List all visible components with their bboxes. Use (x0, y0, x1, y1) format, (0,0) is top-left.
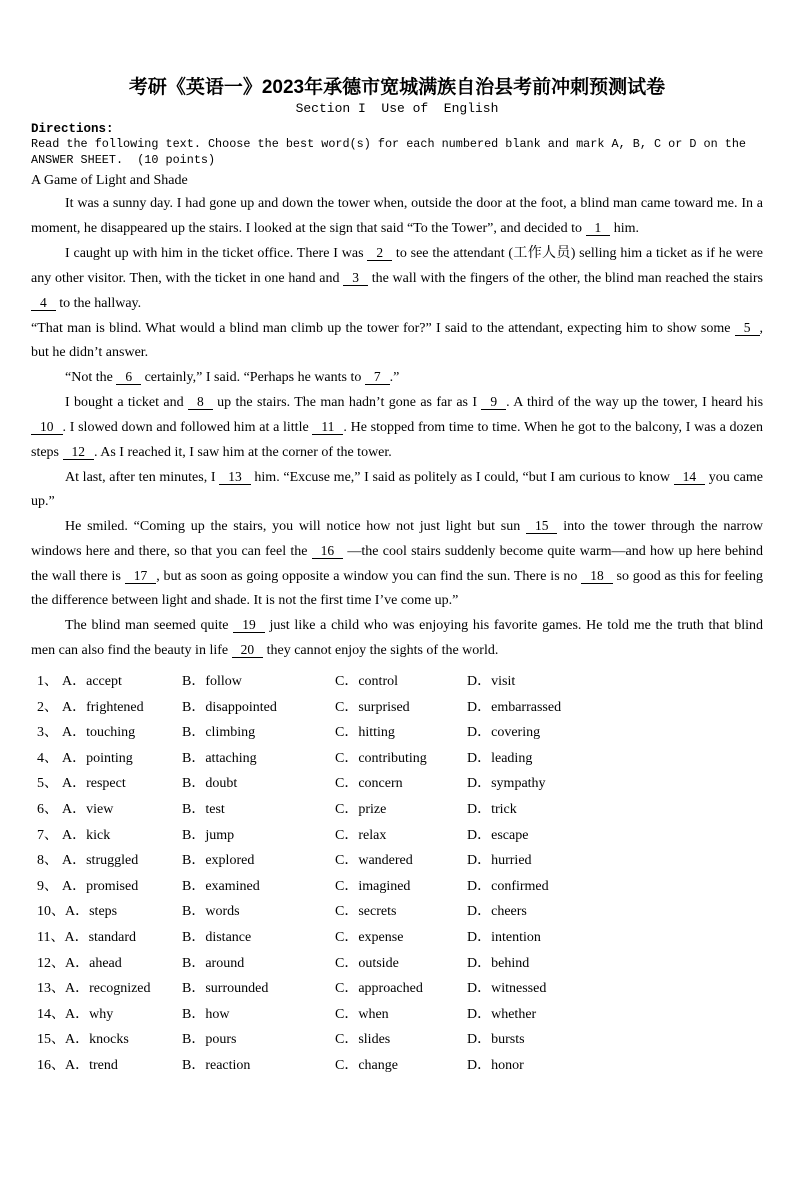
question-number: 7、 (37, 827, 58, 843)
cloze-blank-8: 8 (188, 394, 213, 410)
option-choice-b: B．reaction (182, 1057, 251, 1073)
option-row (31, 1027, 763, 1053)
option-choice-c: C．expense (335, 929, 404, 945)
question-number: 12、 (37, 955, 65, 971)
question-number: 11、 (37, 929, 65, 945)
options-list (31, 669, 763, 1079)
option-choice-c: C．slides (335, 1032, 391, 1048)
cloze-blank-1: 1 (586, 220, 611, 236)
option-choice-b: B．attaching (182, 750, 257, 766)
option-choice-a: A．kick (62, 827, 111, 843)
option-choice-a: A．steps (65, 904, 118, 920)
question-number: 5、 (37, 776, 58, 792)
option-choice-d: D．behind (467, 955, 530, 971)
question-number: 10、 (37, 904, 65, 920)
cloze-blank-9: 9 (481, 394, 506, 410)
option-choice-b: B．around (182, 955, 245, 971)
question-number: 6、 (37, 801, 58, 817)
option-choice-c: C．change (335, 1057, 398, 1073)
cloze-blank-7: 7 (365, 369, 390, 385)
option-row (31, 874, 763, 900)
passage-paragraph: He smiled. “Coming up the stairs, you will notice how not just light but sun 15 into the tower through the narrow windows here and there, so that you can feel the 16 —the cool stairs suddenly become quite warm—and how up here behind the wall there is 17 , but as soon as going opposite a window you can find the sun. There is no 18 so good as this for feeling the difference between light and shade. It is not the first time I’ve come up.” (31, 518, 764, 608)
question-number: 14、 (37, 1006, 65, 1022)
option-choice-d: D．hurried (467, 853, 532, 869)
question-number: 8、 (37, 853, 58, 869)
question-number: 3、 (37, 725, 58, 741)
option-choice-c: C．contributing (335, 750, 427, 766)
option-choice-d: D．embarrassed (467, 699, 562, 715)
option-choice-d: D．honor (467, 1057, 524, 1073)
cloze-blank-17: 17 (125, 568, 157, 584)
option-choice-b: B．words (182, 904, 240, 920)
option-choice-a: A．touching (62, 725, 136, 741)
option-choice-a: A．standard (64, 929, 137, 945)
option-choice-d: D．sympathy (467, 776, 546, 792)
option-choice-a: A．pointing (62, 750, 133, 766)
section-heading: Section I Use of English (295, 101, 499, 116)
option-choice-d: D．trick (467, 801, 517, 817)
option-row (31, 720, 763, 746)
passage-paragraph: It was a sunny day. I had gone up and down the tower when, outside the door at the foot, a blind man came toward me. In a moment, he disappeared up the stairs. I looked at the sign that said “To the Tower”, and decided to 1 him. (31, 196, 763, 236)
option-row (31, 925, 763, 951)
cloze-blank-12: 12 (63, 444, 95, 460)
cloze-blank-14: 14 (674, 469, 706, 485)
option-choice-a: A．trend (65, 1057, 118, 1073)
question-number: 9、 (37, 878, 58, 894)
option-choice-b: B．follow (182, 674, 242, 689)
option-choice-c: C．imagined (335, 878, 411, 894)
passage-paragraph: “Not the 6 certainly,” I said. “Perhaps he wants to 7 .” (65, 369, 400, 385)
cloze-blank-10: 10 (31, 419, 63, 435)
option-row (31, 771, 763, 797)
cloze-blank-3: 3 (343, 270, 368, 286)
option-choice-b: B．climbing (182, 725, 256, 741)
option-choice-a: A．view (62, 801, 114, 817)
option-choice-b: B．how (182, 1006, 230, 1022)
option-choice-c: C．hitting (335, 725, 395, 741)
option-choice-a: A．recognized (65, 981, 151, 997)
question-number: 13、 (37, 981, 65, 997)
option-choice-c: C．when (335, 1006, 389, 1022)
directions-label: Directions: (31, 122, 114, 136)
option-row (31, 1002, 763, 1028)
passage-paragraph: I caught up with him in the ticket office. There I was 2 to see the attendant (工作人员) selling him a ticket as if he were any other visitor. Then, with the ticket in one hand and 3 the wall with the fingers of the other, the blind man reached the stairs 4 to the hallway. (31, 245, 764, 311)
option-choice-a: A．promised (62, 878, 139, 894)
question-number: 2、 (37, 699, 58, 715)
passage-paragraph: I bought a ticket and 8 up the stairs. The man hadn’t gone as far as I 9 . A third of the way up the tower, I heard his 10 . I slowed down and followed him at a little 11 . He stopped from time to time. When he got to the balcony, I was a dozen steps 12 . As I reached it, I saw him at the corner of the tower. (31, 394, 764, 460)
cloze-blank-5: 5 (735, 320, 760, 336)
option-choice-c: C．surprised (335, 699, 410, 715)
option-row (31, 951, 763, 977)
question-number: 4、 (37, 750, 58, 766)
option-row (31, 976, 763, 1002)
option-choice-d: D．confirmed (467, 878, 549, 894)
directions-text-line-1: Read the following text. Choose the best word(s) for each numbered blank and mark A, B, C or D on the (31, 137, 747, 151)
cloze-blank-18: 18 (581, 568, 613, 584)
passage-paragraph: At last, after ten minutes, I 13 him. “Excuse me,” I said as politely as I could, “but I am curious to know 14 you came up.” (31, 469, 763, 509)
option-choice-b: B．jump (182, 827, 235, 843)
option-choice-a: A．ahead (65, 955, 122, 971)
option-row (31, 669, 763, 695)
option-choice-b: B．disappointed (182, 699, 277, 715)
option-row (31, 823, 763, 849)
option-choice-c: C．outside (335, 955, 399, 971)
cloze-blank-20: 20 (232, 642, 264, 658)
question-number: 15、 (37, 1032, 65, 1048)
option-choice-b: B．doubt (182, 776, 238, 792)
option-choice-c: C．concern (335, 776, 403, 792)
directions-text-line-2: ANSWER SHEET. (10 points) (31, 152, 216, 167)
option-choice-d: D．bursts (467, 1032, 525, 1048)
cloze-blank-11: 11 (312, 419, 343, 435)
option-row (31, 797, 763, 823)
option-choice-d: D．whether (467, 1006, 537, 1022)
exam-document-page (0, 76, 794, 1079)
question-number: 1、 (37, 674, 58, 689)
option-choice-c: C．prize (335, 801, 387, 817)
option-row (31, 1053, 763, 1079)
option-row (31, 746, 763, 772)
cloze-blank-13: 13 (219, 469, 251, 485)
option-choice-b: B．test (182, 801, 225, 817)
cloze-blank-15: 15 (526, 518, 558, 534)
option-choice-d: D．visit (467, 674, 516, 689)
option-choice-a: A．knocks (65, 1032, 129, 1048)
option-choice-a: A．respect (62, 776, 126, 792)
option-choice-c: C．wandered (335, 853, 413, 869)
option-choice-a: A．struggled (62, 853, 139, 869)
option-choice-d: D．witnessed (467, 981, 547, 997)
option-choice-c: C．secrets (335, 904, 397, 920)
exam-title: 考研《英语一》2023年承德市宽城满族自治县考前冲刺预测试卷 (128, 77, 666, 98)
cloze-blank-19: 19 (233, 617, 265, 633)
option-choice-a: A．why (65, 1006, 114, 1022)
option-row (31, 695, 763, 721)
question-number: 16、 (37, 1057, 65, 1073)
cloze-blank-2: 2 (367, 245, 392, 261)
option-choice-b: B．surrounded (182, 981, 269, 997)
option-choice-b: B．explored (182, 853, 255, 869)
option-choice-c: C．control (335, 674, 398, 689)
cloze-passage (31, 192, 763, 663)
option-choice-b: B．distance (182, 929, 252, 945)
option-choice-d: D．intention (467, 929, 541, 945)
passage-paragraph: The blind man seemed quite 19 just like a child who was enjoying his favorite games. He told me the truth that blind men can also find the beauty in life 20 they cannot enjoy the sights of the world. (31, 617, 764, 658)
option-choice-b: B．examined (182, 878, 260, 894)
option-choice-b: B．pours (182, 1032, 237, 1048)
option-choice-a: A．accept (62, 674, 122, 689)
cloze-blank-6: 6 (116, 369, 141, 385)
option-choice-c: C．relax (335, 827, 387, 843)
passage-title: A Game of Light and Shade (31, 173, 188, 188)
option-choice-d: D．covering (467, 725, 541, 741)
option-choice-d: D．escape (467, 827, 529, 843)
cloze-blank-16: 16 (312, 543, 344, 559)
option-row (31, 848, 763, 874)
option-row (31, 899, 763, 925)
option-choice-d: D．leading (467, 750, 533, 766)
option-choice-a: A．frightened (62, 699, 144, 715)
cloze-blank-4: 4 (31, 295, 56, 311)
passage-paragraph: “That man is blind. What would a blind man climb up the tower for?” I said to the attendant, expecting him to show some 5 , but he didn’t answer. (31, 320, 763, 360)
option-choice-c: C．approached (335, 981, 423, 997)
option-choice-d: D．cheers (467, 904, 527, 920)
